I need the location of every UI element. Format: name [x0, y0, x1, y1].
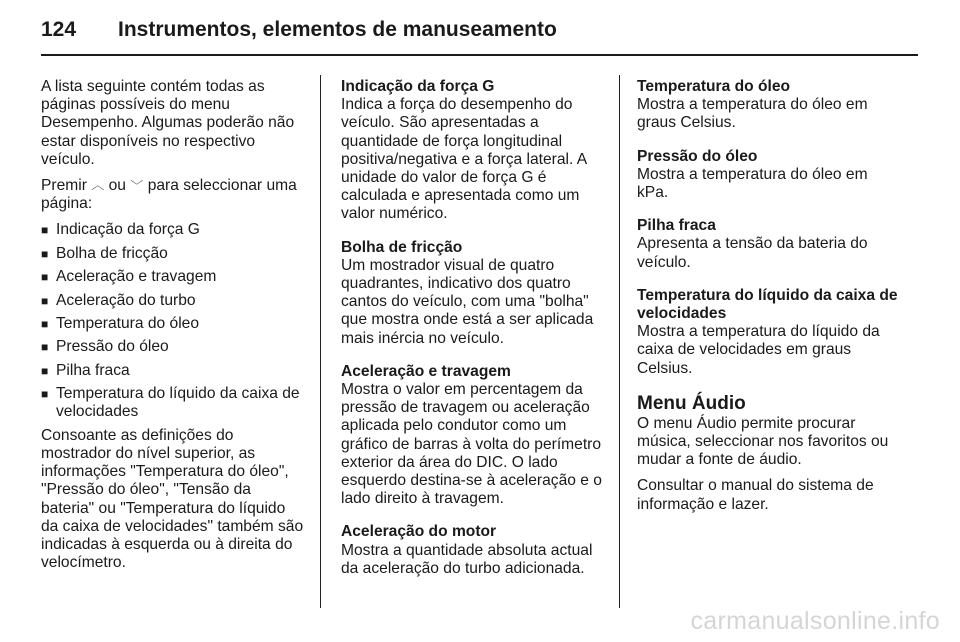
entry-text: Mostra o valor em percentagem da pressão de travagem ou aceleração aplicada pelo condutor como um gráfico de barras à volta do perímetro exterior da área do DIC. O lado esquerdo destina-se à aceleração e o lado direito à travagem. [341, 381, 602, 508]
outro-paragraph: Consoante as definições do mostrador do nível superior, as informações "Temperatura do óleo", "Pressão do óleo", "Tensão da bateria" ou "Temperatura do líquido da caixa de velocidades" também são indicadas à esquerda ou à direita do velocímetro. [41, 426, 304, 572]
page-list [41, 221, 306, 421]
intro-paragraph: A lista seguinte contém todas as páginas possíveis do menu Desempenho. Algumas poderão não estar disponíveis no respectivo veículo. [41, 78, 295, 168]
list-item: ■ Aceleração do turbo [41, 292, 306, 310]
entry-text: Um mostrador visual de quatro quadrantes, indicativo dos quatro cantos do veículo, com uma "bolha" que mostra onde está a ser aplicada mais inércia no veículo. [341, 256, 594, 347]
entry-friction-bubble [341, 239, 603, 348]
chevron-down-icon: ﹀ [130, 179, 144, 192]
page-header [41, 14, 918, 56]
column-divider [320, 75, 321, 608]
entry-transmission-fluid-temperature [637, 287, 902, 378]
entry-title: Temperatura do óleo [637, 78, 791, 95]
list-item: ■ Temperatura do óleo [41, 315, 306, 333]
list-item: ■ Aceleração e travagem [41, 268, 306, 286]
list-item: ■ Pressão do óleo [41, 338, 306, 356]
list-item: ■ Pilha fraca [41, 362, 306, 380]
entry-title: Aceleração e travagem [341, 362, 511, 380]
list-item: ■ Bolha de fricção [41, 245, 306, 263]
entry-title: Pressão do óleo [637, 147, 758, 165]
column-right [637, 78, 902, 522]
page-number: 124 [41, 18, 77, 41]
entry-oil-pressure [637, 148, 902, 203]
entry-g-force [341, 78, 603, 224]
entry-engine-acceleration [341, 523, 603, 578]
entry-text: Apresenta a tensão da bateria do veículo. [637, 235, 868, 271]
section-paragraph: Consultar o manual do sistema de informação e lazer. [637, 477, 874, 513]
entry-text: Mostra a quantidade absoluta actual da aceleração do turbo adicionada. [341, 541, 593, 577]
entry-title: Bolha de fricção [341, 238, 463, 256]
list-item: ■ Indicação da força G [41, 221, 306, 239]
entry-text: Mostra a temperatura do líquido da caixa de velocidades em graus Celsius. [637, 323, 880, 377]
section-heading: Menu Áudio [637, 392, 746, 414]
entry-acceleration-braking [341, 363, 603, 509]
column-divider [619, 75, 620, 608]
list-item: ■ Temperatura do líquido da caixa de velocidades [41, 385, 306, 421]
press-prefix: Premir [41, 177, 87, 195]
section-paragraph: O menu Áudio permite procurar música, seleccionar nos favoritos ou mudar a fonte de áudio. [637, 414, 889, 469]
chevron-up-icon: ︿ [91, 179, 105, 192]
press-mid: ou [108, 177, 126, 195]
press-suffix: para seleccionar uma página: [41, 177, 297, 213]
watermark: carmanualsonline.info [690, 607, 940, 635]
entry-title: Temperatura do líquido da caixa de velocidades [637, 286, 898, 323]
entry-text: Mostra a temperatura do óleo em kPa. [637, 165, 868, 202]
column-middle [341, 78, 603, 593]
instruction-paragraph [41, 177, 306, 213]
entry-title: Pilha fraca [637, 217, 716, 235]
entry-text: Mostra a temperatura do óleo em graus Celsius. [637, 96, 868, 132]
entry-title: Aceleração do motor [341, 523, 497, 541]
page-title: Instrumentos, elementos de manuseamento [118, 18, 557, 41]
entry-low-battery [637, 217, 902, 272]
entry-title: Indicação da força G [341, 78, 495, 95]
column-left [41, 78, 306, 580]
entry-text: Indica a força do desempenho do veículo. São apresentadas a quantidade de força longitudinal positiva/negativa e a força lateral. A unidade do valor de força G é calculada e apresentada como um valor numérico. [341, 96, 587, 223]
entry-oil-temperature [637, 78, 902, 133]
